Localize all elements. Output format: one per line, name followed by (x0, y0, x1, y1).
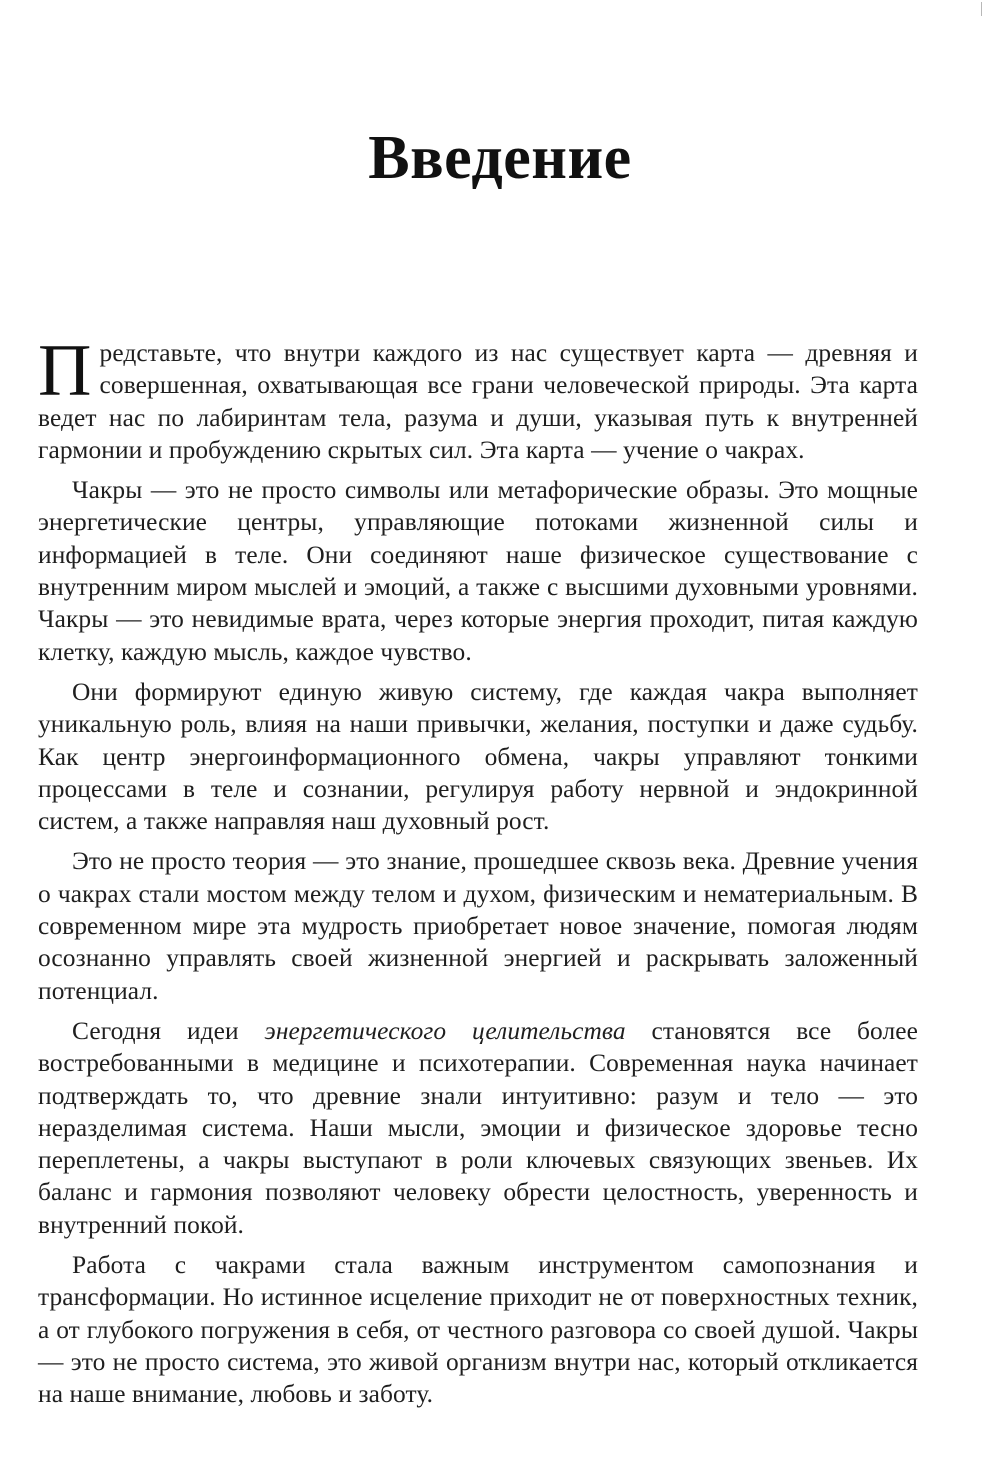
intro-paragraph (38, 330, 918, 466)
paragraph-unified-system: Они формируют единую живую систему, где каждая чакра выполняет уникальную роль, влияя на наши привычки, желания, поступки и даже судьбу. Как центр энергоинформационного обмена, чакры управляют тонкими процессами в теле и сознании, регулируя работу нервной и эндокринной систем, а также направляя наш духовный рост. (38, 677, 918, 836)
chapter-title: Введение (368, 124, 632, 192)
body-text (38, 330, 918, 1419)
healing-text-start: Сегодня идеи (72, 1016, 265, 1045)
paragraph-ancient-knowledge: Это не просто теория — это знание, прошедшее сквозь века. Древние учения о чакрах стали мостом между телом и духом, физическим и нематериальным. В современном мире эта мудрость приобретает новое значение, помогая людям осознанно управлять своей жизненной энергией и раскрывать заложенный потенциал. (38, 847, 918, 1005)
drop-cap: П (38, 330, 92, 412)
paragraph-chakras-centers: Чакры — это не просто символы или метафорические образы. Это мощные энергетические центры, управляющие потоками жизненной силы и информацией в теле. Они соединяют наше физическое существование с внутренним миром мыслей и эмоций, а также с высшими духовными уровнями. Чакры — это невидимые врата, через которые энергия проходит, питая каждую клетку, каждую мысль, каждое чувство. (38, 476, 918, 666)
page-edge-mark (981, 2, 982, 16)
healing-emphasis: энергетического целительства (264, 1016, 626, 1045)
intro-text: редставьте, что внутри каждого из нас существует карта — древняя и совершенная, охватывающая все грани человеческой природы. Эта карта ведет нас по лабиринтам тела, разума и души, указывая путь к внутренней гармонии и пробуждению скрытых сил. Эта карта — учение о чакрах. (38, 339, 918, 464)
paragraph-self-knowledge: Работа с чакрами стала важным инструментом самопознания и трансформации. Но истинное исцеление приходит не от поверхностных техник, а от глубокого погружения в себя, от честного разговора со своей душой. Чакры — это не просто система, это живой организм внутри нас, который откликается на наше внимание, любовь и заботу. (38, 1251, 918, 1409)
healing-text-end: становятся все более востребованными в медицине и психотерапии. Современная наука начинает подтверждать то, что древние знали интуитивно: разум и тело — это неразделимая система. Наши мысли, эмоции и физическое здоровье тесно переплетены, а чакры выступают в роли ключевых связующих звеньев. Их баланс и гармония позволяют человеку обрести целостность, уверенность и внутренний покой. (38, 1016, 918, 1239)
paragraph-energy-healing (38, 1015, 918, 1241)
